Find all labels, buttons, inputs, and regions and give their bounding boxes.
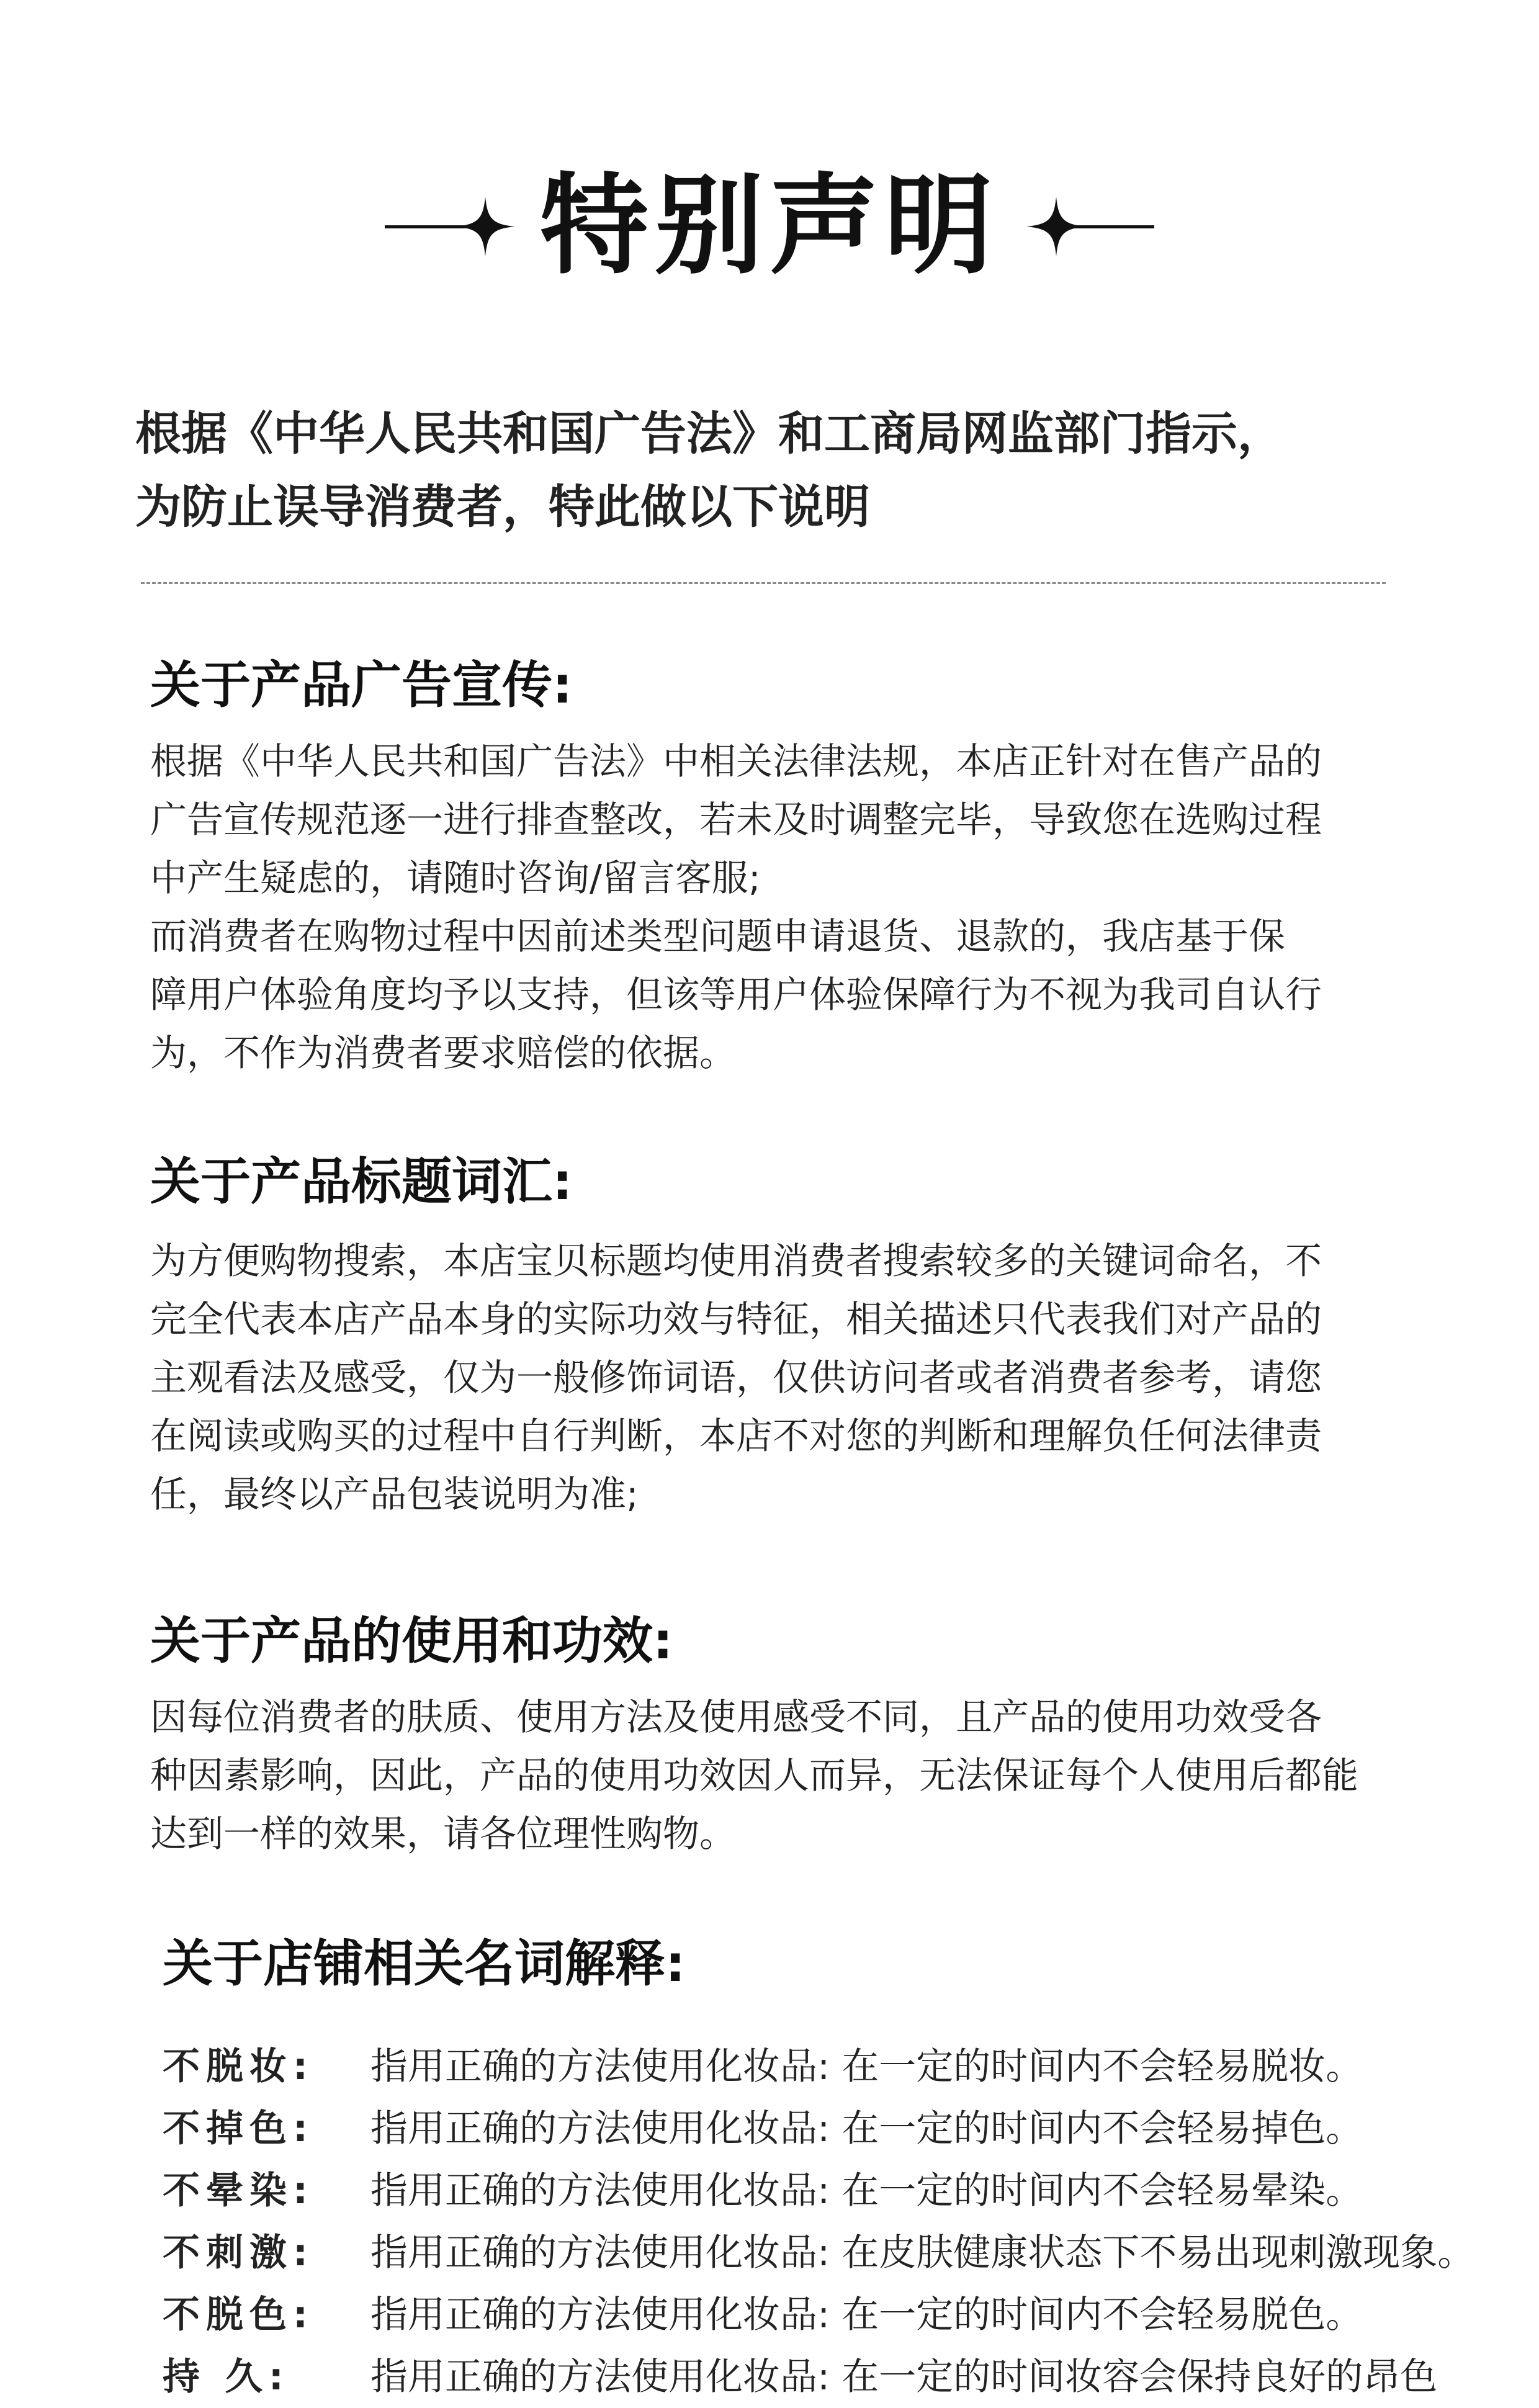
section-body-usage-efficacy bbox=[150, 1688, 1358, 1863]
section-title-glossary: 关于店铺相关名词解释: bbox=[163, 1935, 686, 1993]
definition-term: 不掉色: bbox=[163, 2107, 314, 2150]
section-title-usage-efficacy: 关于产品的使用和功效: bbox=[150, 1612, 673, 1671]
definition-text: 指用正确的方法使用化妆品: 在一定的时间内不会轻易脱妆。 bbox=[370, 2045, 1363, 2088]
definition-term: 不脱色: bbox=[163, 2293, 314, 2337]
body-line: 障用户体验角度均予以支持，但该等用户体验保障行为不视为我司自认行 bbox=[150, 973, 1322, 1016]
body-line: 根据《中华人民共和国广告法》中相关法律法规，本店正针对在售产品的 bbox=[150, 740, 1322, 783]
intro-line: 为防止误导消费者，特此做以下说明 bbox=[135, 480, 870, 534]
body-line: 广告宣传规范逐一进行排查整改，若未及时调整完毕，导致您在选购过程 bbox=[150, 798, 1322, 841]
body-line: 达到一样的效果，请各位理性购物。 bbox=[150, 1812, 737, 1855]
definition-text: 指用正确的方法使用化妆品: 在皮肤健康状态下不易出现刺激现象。 bbox=[370, 2231, 1475, 2275]
definition-term: 不脱妆: bbox=[163, 2045, 314, 2088]
section-body-advertising bbox=[150, 732, 1322, 1082]
body-line: 为，不作为消费者要求赔偿的依据。 bbox=[150, 1031, 737, 1074]
dashed-divider bbox=[141, 582, 1386, 584]
body-line: 为方便购物搜索，本店宝贝标题均使用消费者搜索较多的关键词命名，不 bbox=[150, 1239, 1322, 1282]
body-line: 在阅读或购买的过程中自行判断，本店不对您的判断和理解负任何法律责 bbox=[150, 1414, 1322, 1457]
definition-term: 不晕染: bbox=[163, 2169, 314, 2213]
definition-term: 持 久: bbox=[163, 2355, 290, 2399]
title-right-line bbox=[1055, 225, 1154, 228]
section-title-title-words: 关于产品标题词汇: bbox=[150, 1153, 573, 1211]
body-line: 因每位消费者的肤质、使用方法及使用感受不同，且产品的使用功效受各 bbox=[150, 1696, 1322, 1738]
intro-statement bbox=[135, 397, 1426, 544]
body-line: 主观看法及感受，仅为一般修饰词语，仅供访问者或者消费者参考，请您 bbox=[150, 1356, 1322, 1399]
intro-line: 根据《中华人民共和国广告法》和工商局网监部门指示， bbox=[135, 407, 1283, 460]
section-title-advertising: 关于产品广告宣传: bbox=[150, 657, 573, 715]
body-line: 种因素影响，因此，产品的使用功效因人而异，无法保证每个人使用后都能 bbox=[150, 1754, 1359, 1797]
definition-text: 指用正确的方法使用化妆品: 在一定的时间内不会轻易脱色。 bbox=[370, 2293, 1363, 2337]
body-line: 任，最终以产品包装说明为准; bbox=[150, 1473, 639, 1516]
definition-text: 指用正确的方法使用化妆品: 在一定的时间内不会轻易晕染。 bbox=[370, 2169, 1363, 2213]
page-title: 特别声明 bbox=[540, 163, 999, 289]
definition-text: 指用正确的方法使用化妆品: 在一定的时间妆容会保持良好的昂色 bbox=[370, 2355, 1438, 2399]
body-line: 中产生疑虑的，请随时咨询/留言客服; bbox=[150, 856, 761, 899]
definition-text: 指用正确的方法使用化妆品: 在一定的时间内不会轻易掉色。 bbox=[370, 2107, 1363, 2150]
body-line: 完全代表本店产品本身的实际功效与特征，相关描述只代表我们对产品的 bbox=[150, 1298, 1322, 1341]
body-line: 而消费者在购物过程中因前述类型问题申请退货、退款的，我店基于保 bbox=[150, 915, 1286, 958]
section-body-title-words bbox=[150, 1232, 1322, 1524]
definition-term: 不刺激: bbox=[163, 2231, 314, 2275]
